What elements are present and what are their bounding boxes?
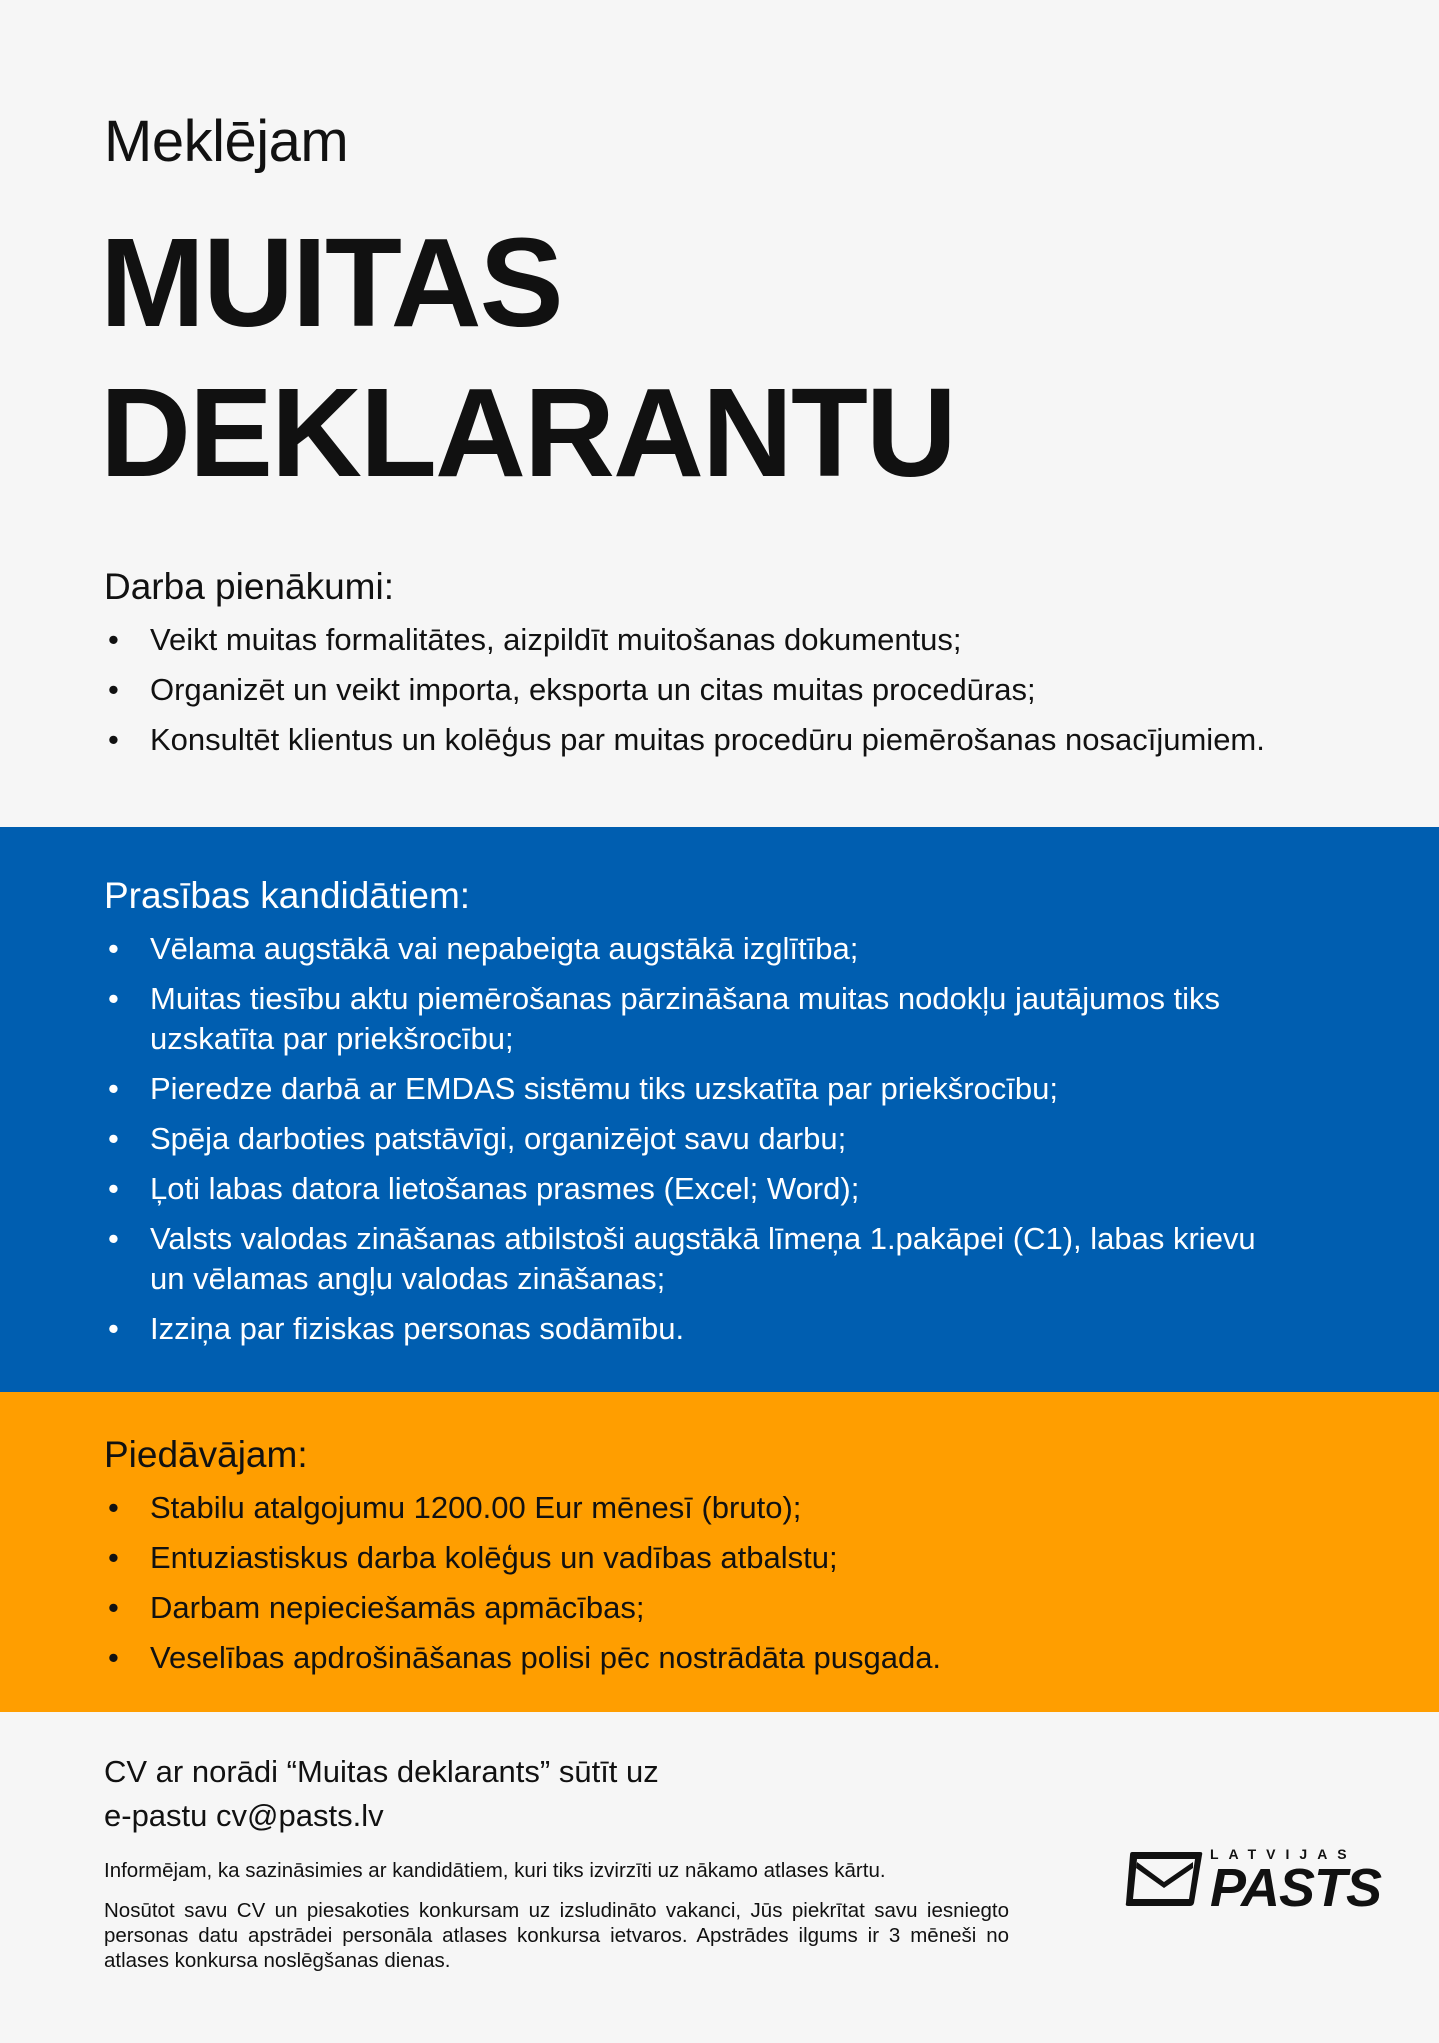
list-item-text: Muitas tiesību aktu piemērošanas pārzināšana muitas nodokļu jautājumos tiks uzskatīta par priekšrocību; [150, 981, 1221, 1056]
list-item-text: Vēlama augstākā vai nepabeigta augstākā izglītība; [150, 931, 859, 966]
list-item [104, 720, 1270, 760]
logo-big-text: PASTS [1210, 1858, 1382, 1918]
envelope-icon [1124, 1848, 1204, 1910]
contact-line-2: e-pastu cv@pasts.lv [104, 1798, 384, 1833]
logo-wordmark [1210, 1846, 1382, 1918]
title-line-2: DEKLARANTU [100, 362, 955, 503]
list-item [104, 1119, 1354, 1159]
duties-list [104, 620, 1304, 760]
list-item-text: Pieredze darbā ar EMDAS sistēmu tiks uzskatīta par priekšrocību; [150, 1071, 1058, 1106]
list-item [104, 670, 1304, 710]
bullet-icon: • [108, 1490, 119, 1525]
list-item [104, 1069, 1354, 1109]
bullet-icon: • [108, 722, 119, 757]
bullet-icon: • [108, 1640, 119, 1675]
list-item [104, 1538, 1354, 1578]
list-item [104, 979, 1230, 1059]
bullet-icon: • [108, 1540, 119, 1575]
intro-section [0, 0, 1439, 827]
list-item-text: Organizēt un veikt importa, eksporta un citas muitas procedūras; [150, 672, 1036, 707]
logo-small-text: LATVIJAS [1210, 1846, 1357, 1862]
list-item [104, 1169, 1354, 1209]
list-item-text: Ļoti labas datora lietošanas prasmes (Excel; Word); [150, 1171, 860, 1206]
bullet-icon: • [108, 1171, 119, 1206]
contact-instructions [104, 1750, 659, 1838]
duties-block [104, 564, 1304, 770]
list-item-text: Izziņa par fiziskas personas sodāmību. [150, 1311, 685, 1346]
duties-heading: Darba pienākumi: [104, 566, 394, 607]
offer-heading: Piedāvājam: [104, 1434, 308, 1475]
bullet-icon: • [108, 1071, 119, 1106]
bullet-icon: • [108, 981, 119, 1016]
eyebrow-text: Meklējam [104, 109, 349, 174]
bullet-icon: • [108, 672, 119, 707]
bullet-icon: • [108, 622, 119, 657]
list-item [104, 1219, 1280, 1299]
requirements-section [0, 827, 1439, 1392]
contact-line-1: CV ar norādi “Muitas deklarants” sūtīt uz [104, 1754, 659, 1789]
bullet-icon: • [108, 1221, 119, 1256]
fine-print-consent: Nosūtot savu CV un piesakoties konkursam uz izsludināto vakanci, Jūs piekrītat savu iesniegto personas datu apstrādei personāla atlases konkursa ietvaros. Apstrādes ilgums ir 3 mēneši no atlases konkursa noslēgšanas dienas. [104, 1899, 1009, 1972]
latvijas-pasts-logo [1124, 1846, 1382, 1918]
list-item [104, 1309, 1354, 1349]
bullet-icon: • [108, 931, 119, 966]
requirements-heading: Prasības kandidātiem: [104, 875, 471, 916]
requirements-list [104, 929, 1354, 1349]
list-item [104, 620, 1304, 660]
list-item-text: Entuziastiskus darba kolēģus un vadības atbalstu; [150, 1540, 838, 1575]
bullet-icon: • [108, 1311, 119, 1346]
list-item-text: Spēja darboties patstāvīgi, organizējot savu darbu; [150, 1121, 847, 1156]
list-item [104, 929, 1354, 969]
offer-block [104, 1432, 1354, 1688]
list-item-text: Darbam nepieciešamās apmācības; [150, 1590, 645, 1625]
list-item [104, 1638, 1354, 1678]
bullet-icon: • [108, 1590, 119, 1625]
bullet-icon: • [108, 1121, 119, 1156]
offer-section [0, 1392, 1439, 1712]
list-item [104, 1588, 1354, 1628]
list-item-text: Konsultēt klientus un kolēģus par muitas procedūru piemērošanas nosacījumiem. [150, 722, 1265, 757]
contact-section [0, 1712, 1439, 2043]
list-item [104, 1488, 1354, 1528]
offer-list [104, 1488, 1354, 1678]
list-item-text: Veselības apdrošināšanas polisi pēc nostrādāta pusgada. [150, 1640, 942, 1675]
page-title [100, 208, 955, 508]
fine-print-notice: Informējam, ka sazināsimies ar kandidātiem, kuri tiks izvirzīti uz nākamo atlases kārtu. [104, 1859, 886, 1882]
list-item-text: Veikt muitas formalitātes, aizpildīt muitošanas dokumentus; [150, 622, 962, 657]
list-item-text: Stabilu atalgojumu 1200.00 Eur mēnesī (bruto); [150, 1490, 802, 1525]
title-line-1: MUITAS [100, 212, 562, 353]
list-item-text: Valsts valodas zināšanas atbilstoši augstākā līmeņa 1.pakāpei (C1), labas krievu un vēlamas angļu valodas zināšanas; [150, 1221, 1256, 1296]
requirements-block [104, 873, 1354, 1359]
